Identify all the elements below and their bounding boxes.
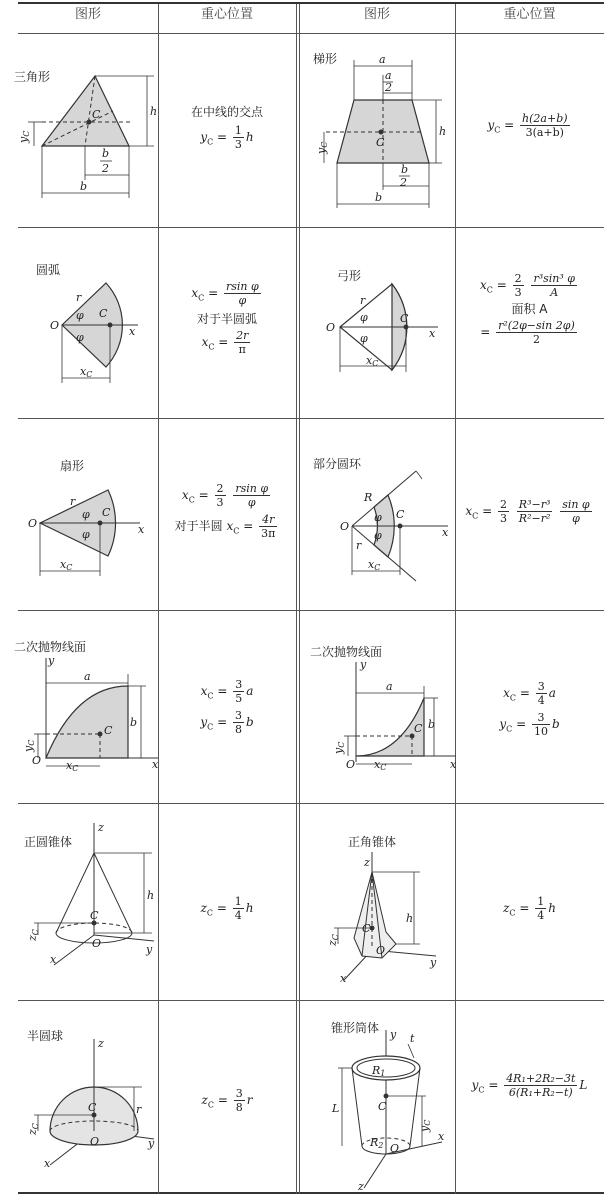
header-figure-right: 图形 — [363, 7, 390, 22]
svg-text:y: y — [146, 943, 153, 956]
parabola-left-centroid: $x_C$ = $\frac{3}{5}$ a $y_C$ = $\frac{3}{8}$ b — [200, 678, 254, 736]
svg-text:C: C — [378, 1100, 387, 1113]
svg-text:z: z — [98, 1037, 104, 1050]
svg-text:φ: φ — [82, 528, 90, 541]
svg-text:O: O — [390, 1142, 400, 1155]
svg-text:y: y — [48, 654, 55, 667]
title-hemisphere: 半圆球 — [27, 1029, 64, 1043]
svg-text:φ: φ — [374, 529, 382, 542]
table-bottom-rule — [18, 1192, 604, 1194]
parabola-left-figure — [18, 652, 168, 772]
svg-text:r: r — [136, 1103, 142, 1116]
svg-text:x: x — [429, 327, 436, 340]
row-rule-5 — [18, 1000, 604, 1001]
svg-text:b: b — [401, 163, 409, 176]
svg-text:O: O — [326, 321, 336, 334]
pyramid-figure — [320, 852, 470, 992]
svg-text:y: y — [390, 1028, 397, 1041]
svg-text:C: C — [400, 312, 409, 325]
svg-text:L: L — [332, 1102, 340, 1115]
svg-text:O: O — [50, 319, 60, 332]
svg-text:z: z — [364, 856, 370, 869]
svg-text:zC: zC — [26, 1123, 40, 1135]
svg-text:yC: yC — [315, 141, 329, 154]
segment-figure — [312, 260, 462, 380]
title-partial-ring: 部分圆环 — [313, 457, 362, 471]
svg-text:x: x — [438, 1130, 445, 1143]
conical-shell-centroid: $y_C$ = $\frac{\text{4R₁+2R₂−3t}}{\text{6(R₁+R₂−t)}}$ L — [471, 1072, 588, 1099]
hemisphere-figure — [24, 1035, 174, 1175]
svg-text:2: 2 — [102, 162, 109, 175]
col-rule-2a — [296, 4, 297, 1194]
arc-centroid: $x_C$ = $\frac{\text{rsin φ}}{\varphi}$ 对于半圆弧 $x_C$ = $\frac{2r}{\pi}$ — [158, 280, 296, 356]
segment-centroid: $x_C$ = $\frac{2}{3}$ $\frac{\text{r³sin³ φ}}{A}$ 面积 A = $\frac{\text{r²(2φ−sin 2φ)}}{2}$ — [455, 272, 604, 346]
svg-text:φ: φ — [76, 331, 84, 344]
svg-text:h: h — [147, 889, 155, 902]
svg-text:xC: xC — [374, 758, 387, 772]
svg-text:r: r — [360, 294, 366, 307]
title-parabola-right: 二次抛物线面 — [310, 645, 383, 659]
svg-text:O: O — [28, 517, 38, 530]
svg-text:O: O — [90, 1135, 100, 1148]
row-rule-3 — [18, 610, 604, 611]
svg-text:a: a — [385, 69, 392, 82]
row-rule-4 — [18, 803, 604, 804]
title-cone: 正圆锥体 — [24, 835, 73, 849]
svg-text:x: x — [340, 972, 347, 985]
svg-text:x: x — [442, 526, 449, 539]
semicircle-note: 对于半圆 — [174, 519, 223, 533]
svg-text:yC: yC — [418, 1119, 432, 1132]
triangle-centroid: 在中线的交点 $y_C$ = $\frac{1}{3}$ h — [158, 104, 296, 151]
svg-text:yC: yC — [17, 130, 31, 143]
svg-text:C: C — [414, 722, 423, 735]
row-rule-1 — [18, 227, 604, 228]
svg-text:h: h — [150, 105, 158, 118]
svg-text:C: C — [104, 724, 113, 737]
svg-text:φ: φ — [360, 332, 368, 345]
svg-text:φ: φ — [360, 311, 368, 324]
row-rule-2 — [18, 418, 604, 419]
header-centroid-right: 重心位置 — [503, 7, 556, 22]
svg-text:b: b — [102, 147, 110, 160]
header-centroid-left: 重心位置 — [200, 7, 253, 22]
svg-text:y: y — [360, 658, 367, 671]
svg-text:a: a — [386, 680, 393, 693]
svg-text:φ: φ — [82, 508, 90, 521]
sector-figure — [18, 478, 168, 598]
svg-text:C: C — [99, 307, 108, 320]
svg-text:C: C — [376, 136, 385, 149]
sector-centroid: $x_C$ = $\frac{2}{3}$ $\frac{\text{rsin φ}}{\varphi}$ 对于半圆 $x_C$ = $\frac{4r}{3\pi}$ — [174, 482, 276, 540]
svg-text:xC: xC — [66, 759, 79, 773]
title-parabola-left: 二次抛物线面 — [14, 640, 87, 654]
parabola-right-centroid: $x_C$ = $\frac{3}{4}$ a $y_C$ = $\frac{3}{10}$ b — [499, 680, 560, 738]
svg-text:R: R — [364, 491, 373, 504]
svg-text:C: C — [90, 909, 99, 922]
title-trapezoid: 梯形 — [313, 52, 338, 66]
svg-text:b: b — [375, 191, 383, 204]
arc-figure — [18, 265, 168, 385]
title-pyramid: 正角锥体 — [348, 835, 397, 849]
svg-text:2: 2 — [385, 81, 392, 94]
svg-text:xC: xC — [60, 558, 73, 572]
svg-text:C: C — [88, 1101, 97, 1114]
svg-text:O: O — [32, 754, 42, 767]
svg-text:yC: yC — [22, 739, 36, 752]
svg-text:C: C — [362, 922, 371, 935]
svg-text:xC: xC — [80, 365, 93, 379]
svg-text:b: b — [428, 718, 436, 731]
svg-text:t: t — [410, 1032, 415, 1045]
svg-text:a: a — [379, 53, 386, 66]
svg-text:zC: zC — [26, 929, 40, 941]
svg-text:x: x — [44, 1157, 51, 1170]
svg-text:R2: R2 — [370, 1136, 384, 1150]
svg-text:h: h — [439, 125, 447, 138]
svg-text:yC: yC — [332, 741, 346, 754]
cone-figure — [24, 821, 174, 966]
svg-text:O: O — [92, 937, 102, 950]
svg-text:xC: xC — [366, 354, 379, 368]
triangle-note: 在中线的交点 — [190, 105, 263, 119]
cone-centroid: $z_C$ = $\frac{1}{4}$ h — [200, 895, 254, 922]
triangle-figure — [14, 60, 164, 220]
semicircle-arc-note: 对于半圆弧 — [196, 312, 257, 326]
svg-text:C: C — [92, 108, 101, 121]
svg-text:C: C — [396, 508, 405, 521]
svg-text:xC: xC — [368, 558, 381, 572]
svg-text:φ: φ — [76, 309, 84, 322]
partial-ring-centroid: $x_C$ = $\frac{2}{3}$ $\frac{\text{R³−r³}}{\text{R²−r²}}$ $\frac{\text{sin φ}}{\varphi}$ — [465, 498, 590, 525]
svg-text:r: r — [76, 291, 82, 304]
svg-text:2: 2 — [400, 176, 407, 189]
svg-text:z: z — [358, 1180, 364, 1193]
svg-text:r: r — [356, 539, 362, 552]
title-arc: 圆弧 — [36, 263, 61, 277]
segment-area-note: 面积 A — [511, 302, 548, 316]
svg-text:x: x — [138, 523, 145, 536]
title-conical-shell: 锥形筒体 — [331, 1021, 380, 1035]
svg-text:x: x — [152, 758, 159, 771]
svg-text:b: b — [130, 716, 138, 729]
hemisphere-centroid: $z_C$ = $\frac{3}{8}$ r — [201, 1087, 253, 1114]
svg-text:a: a — [84, 670, 91, 683]
svg-text:y: y — [148, 1137, 155, 1150]
svg-text:φ: φ — [374, 511, 382, 524]
title-sector: 扇形 — [60, 459, 85, 473]
svg-text:y: y — [430, 956, 437, 969]
pyramid-centroid: $z_C$ = $\frac{1}{4}$ h — [503, 895, 556, 922]
partial-ring-figure — [312, 463, 462, 593]
svg-text:O: O — [340, 520, 350, 533]
svg-text:O: O — [346, 758, 356, 771]
svg-text:h: h — [406, 912, 414, 925]
svg-text:x: x — [129, 325, 136, 338]
trapezoid-centroid: $y_C$ = $\frac{h(2a+b)}{3(a+b)}$ — [487, 112, 568, 139]
col-rule-2b — [299, 4, 300, 1194]
title-segment: 弓形 — [337, 269, 362, 283]
svg-text:O: O — [376, 944, 386, 957]
svg-text:r: r — [70, 495, 76, 508]
svg-text:z: z — [98, 821, 104, 834]
svg-text:x: x — [450, 758, 457, 771]
svg-text:C: C — [102, 506, 111, 519]
svg-text:R1: R1 — [372, 1064, 386, 1078]
header-figure-left: 图形 — [74, 7, 101, 22]
header-rule — [18, 33, 604, 34]
svg-text:zC: zC — [326, 934, 340, 946]
trapezoid-figure — [312, 45, 462, 215]
svg-text:b: b — [80, 180, 88, 193]
title-triangle: 三角形 — [14, 70, 51, 84]
svg-text:x: x — [50, 953, 57, 966]
